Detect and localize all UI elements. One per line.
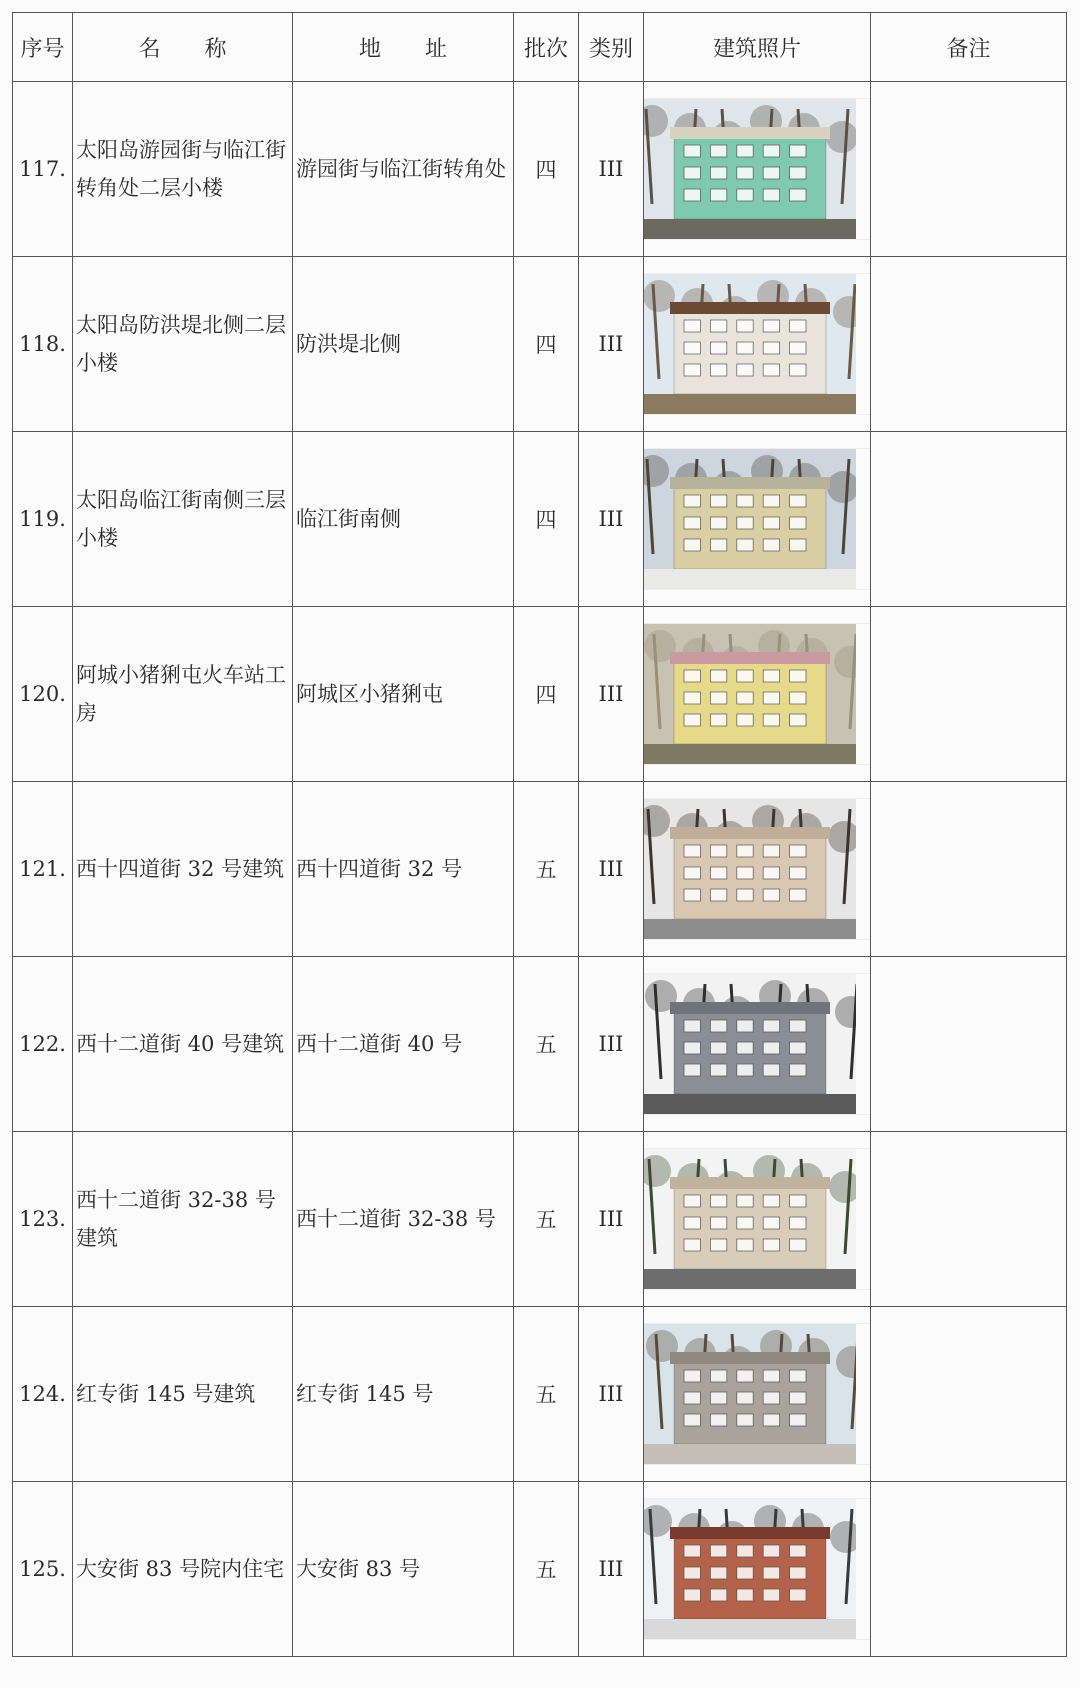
note-cell [871,432,1067,607]
table-row [13,1307,1067,1482]
building-address: 临江街南侧 [293,432,514,607]
header-batch: 批次 [514,13,579,82]
batch-value: 五 [514,1132,579,1307]
building-address: 西十二道街 40 号 [293,957,514,1132]
building-address: 大安街 83 号 [293,1482,514,1657]
photo-cell [644,432,871,607]
batch-value: 五 [514,782,579,957]
row-number: 125. [13,1482,73,1657]
batch-value: 四 [514,82,579,257]
building-photo [644,99,870,239]
category-value: III [579,1307,644,1482]
building-name: 太阳岛防洪堤北侧二层小楼 [73,257,293,432]
building-address: 西十二道街 32-38 号 [293,1132,514,1307]
building-address: 红专街 145 号 [293,1307,514,1482]
photo-cell [644,1307,871,1482]
category-value: III [579,957,644,1132]
building-photo [644,1499,870,1639]
header-address: 地 址 [293,13,514,82]
row-number: 118. [13,257,73,432]
building-name: 西十二道街 32-38 号建筑 [73,1132,293,1307]
table-row [13,257,1067,432]
building-name: 大安街 83 号院内住宅 [73,1482,293,1657]
table-row [13,957,1067,1132]
building-name: 太阳岛临江街南侧三层小楼 [73,432,293,607]
header-name: 名 称 [73,13,293,82]
header-row [13,13,1067,82]
photo-cell [644,257,871,432]
building-name: 太阳岛游园街与临江街转角处二层小楼 [73,82,293,257]
building-photo [644,799,870,939]
category-value: III [579,82,644,257]
table-row [13,82,1067,257]
building-photo [644,1149,870,1289]
batch-value: 四 [514,432,579,607]
batch-value: 五 [514,957,579,1132]
note-cell [871,1132,1067,1307]
header-category: 类别 [579,13,644,82]
batch-value: 五 [514,1307,579,1482]
batch-value: 四 [514,607,579,782]
photo-cell [644,957,871,1132]
building-address: 西十四道街 32 号 [293,782,514,957]
note-cell [871,1307,1067,1482]
table-row [13,1482,1067,1657]
batch-value: 五 [514,1482,579,1657]
photo-cell [644,607,871,782]
photo-cell [644,1132,871,1307]
building-name: 西十四道街 32 号建筑 [73,782,293,957]
building-photo [644,624,870,764]
header-no: 序号 [13,13,73,82]
row-number: 124. [13,1307,73,1482]
building-photo [644,274,870,414]
row-number: 122. [13,957,73,1132]
category-value: III [579,1132,644,1307]
building-address: 阿城区小猪猁屯 [293,607,514,782]
note-cell [871,782,1067,957]
category-value: III [579,607,644,782]
category-value: III [579,257,644,432]
building-photo [644,1324,870,1464]
building-address: 防洪堤北侧 [293,257,514,432]
row-number: 117. [13,82,73,257]
table-row [13,607,1067,782]
note-cell [871,957,1067,1132]
building-photo [644,974,870,1114]
category-value: III [579,1482,644,1657]
building-address: 游园街与临江街转角处 [293,82,514,257]
photo-cell [644,82,871,257]
note-cell [871,1482,1067,1657]
header-photo: 建筑照片 [644,13,871,82]
row-number: 119. [13,432,73,607]
photo-cell [644,782,871,957]
row-number: 123. [13,1132,73,1307]
category-value: III [579,782,644,957]
note-cell [871,607,1067,782]
building-name: 红专街 145 号建筑 [73,1307,293,1482]
row-number: 120. [13,607,73,782]
batch-value: 四 [514,257,579,432]
note-cell [871,82,1067,257]
heritage-registry-table [12,12,1067,1657]
header-note: 备注 [871,13,1067,82]
note-cell [871,257,1067,432]
category-value: III [579,432,644,607]
building-name: 阿城小猪猁屯火车站工房 [73,607,293,782]
table-row [13,1132,1067,1307]
table-row [13,432,1067,607]
photo-cell [644,1482,871,1657]
row-number: 121. [13,782,73,957]
building-name: 西十二道街 40 号建筑 [73,957,293,1132]
building-photo [644,449,870,589]
table-row [13,782,1067,957]
